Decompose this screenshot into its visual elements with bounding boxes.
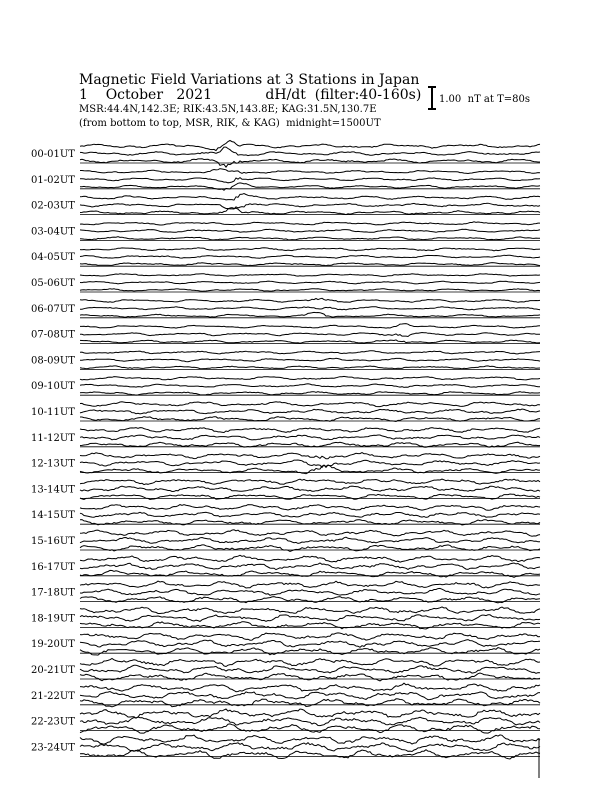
trace-07-08UT-KAG <box>80 324 540 329</box>
trace-21-22UT-KAG <box>80 683 540 692</box>
trace-06-07UT-RIK <box>80 307 540 310</box>
trace-09-10UT-KAG <box>80 376 540 380</box>
trace-12-13UT-RIK <box>80 460 540 468</box>
trace-13-14UT-KAG <box>80 479 540 485</box>
trace-17-18UT-KAG <box>80 581 540 588</box>
row-label-16-17UT: 16-17UT <box>31 561 75 573</box>
trace-06-07UT-KAG <box>80 298 540 302</box>
trace-04-05UT-KAG <box>80 248 540 251</box>
row-label-23-24UT: 23-24UT <box>31 742 75 754</box>
row-label-02-03UT: 02-03UT <box>31 200 75 212</box>
trace-00-01UT-RIK <box>80 147 540 156</box>
row-label-18-19UT: 18-19UT <box>31 613 75 625</box>
row-label-13-14UT: 13-14UT <box>31 484 75 496</box>
row-label-21-22UT: 21-22UT <box>31 690 75 702</box>
trace-02-03UT-MSR <box>80 208 540 215</box>
row-label-05-06UT: 05-06UT <box>31 278 75 289</box>
trace-01-02UT-KAG <box>80 169 540 174</box>
trace-11-12UT-KAG <box>80 428 540 433</box>
row-label-09-10UT: 09-10UT <box>31 381 75 393</box>
trace-07-08UT-RIK <box>80 333 540 337</box>
trace-22-23UT-MSR <box>80 724 540 733</box>
trace-10-11UT-RIK <box>80 409 540 414</box>
trace-16-17UT-MSR <box>80 570 540 577</box>
trace-04-05UT-MSR <box>80 263 540 266</box>
trace-14-15UT-KAG <box>80 505 540 511</box>
row-label-19-20UT: 19-20UT <box>31 639 75 651</box>
trace-04-05UT-RIK <box>80 255 540 258</box>
trace-23-24UT-RIK <box>80 743 540 752</box>
trace-05-06UT-MSR <box>80 289 540 292</box>
row-label-10-11UT: 10-11UT <box>31 407 75 418</box>
row-label-20-21UT: 20-21UT <box>31 665 75 676</box>
trace-16-17UT-KAG <box>80 555 540 562</box>
trace-09-10UT-MSR <box>80 392 540 395</box>
row-label-03-04UT: 03-04UT <box>31 226 75 238</box>
row-label-04-05UT: 04-05UT <box>31 252 75 264</box>
trace-06-07UT-MSR <box>80 312 540 317</box>
trace-19-20UT-RIK <box>80 640 540 648</box>
trace-08-09UT-KAG <box>80 351 540 354</box>
row-label-22-23UT: 22-23UT <box>31 716 75 728</box>
row-label-11-12UT: 11-12UT <box>31 432 75 444</box>
trace-03-04UT-RIK <box>80 229 540 232</box>
station-coordinates: MSR:44.4N,142.3E; RIK:43.5N,143.8E; KAG:31.5N,130.7E <box>79 104 377 115</box>
trace-03-04UT-KAG <box>80 222 540 225</box>
trace-15-16UT-KAG <box>80 530 540 536</box>
row-label-01-02UT: 01-02UT <box>31 174 75 186</box>
trace-22-23UT-RIK <box>80 717 540 726</box>
date-filter-line: 1 October 2021 dH/dt (filter:40-160s) <box>79 87 422 103</box>
row-label-06-07UT: 06-07UT <box>31 303 75 315</box>
chart-title: Magnetic Field Variations at 3 Stations in Japan <box>79 72 420 88</box>
row-label-00-01UT: 00-01UT <box>31 149 75 160</box>
trace-05-06UT-KAG <box>80 274 540 277</box>
trace-10-11UT-KAG <box>80 402 540 407</box>
trace-18-19UT-MSR <box>80 622 540 629</box>
trace-08-09UT-RIK <box>80 358 540 361</box>
trace-02-03UT-RIK <box>80 203 540 209</box>
trace-07-08UT-MSR <box>80 340 540 343</box>
trace-03-04UT-MSR <box>80 237 540 240</box>
trace-02-03UT-KAG <box>80 194 540 201</box>
trace-09-10UT-RIK <box>80 384 540 388</box>
trace-order-note: (from bottom to top, MSR, RIK, & KAG) midnight=1500UT <box>79 118 381 129</box>
trace-00-01UT-KAG <box>80 141 540 151</box>
row-label-15-16UT: 15-16UT <box>31 536 75 547</box>
trace-18-19UT-RIK <box>80 615 540 622</box>
trace-22-23UT-KAG <box>80 709 540 718</box>
trace-18-19UT-KAG <box>80 607 540 614</box>
row-label-12-13UT: 12-13UT <box>31 458 75 470</box>
scale-label: 1.00 nT at T=80s <box>439 94 530 105</box>
trace-08-09UT-MSR <box>80 366 540 369</box>
trace-19-20UT-MSR <box>80 648 540 656</box>
trace-05-06UT-RIK <box>80 281 540 284</box>
trace-13-14UT-RIK <box>80 486 540 491</box>
row-label-07-08UT: 07-08UT <box>31 329 75 341</box>
trace-01-02UT-RIK <box>80 178 540 183</box>
trace-23-24UT-MSR <box>80 750 540 759</box>
trace-16-17UT-RIK <box>80 563 540 570</box>
trace-17-18UT-RIK <box>80 588 540 595</box>
trace-23-24UT-KAG <box>80 735 540 744</box>
trace-11-12UT-RIK <box>80 435 540 440</box>
trace-20-21UT-KAG <box>80 659 540 667</box>
row-label-08-09UT: 08-09UT <box>31 355 75 367</box>
trace-15-16UT-MSR <box>80 545 540 552</box>
row-label-14-15UT: 14-15UT <box>31 510 75 522</box>
row-label-17-18UT: 17-18UT <box>31 587 75 599</box>
trace-21-22UT-RIK <box>80 692 540 700</box>
trace-19-20UT-KAG <box>80 633 540 640</box>
trace-21-22UT-MSR <box>80 699 540 707</box>
trace-20-21UT-RIK <box>80 665 540 673</box>
trace-12-13UT-KAG <box>80 453 540 459</box>
trace-14-15UT-RIK <box>80 512 540 517</box>
trace-15-16UT-RIK <box>80 537 540 543</box>
trace-20-21UT-MSR <box>80 673 540 681</box>
